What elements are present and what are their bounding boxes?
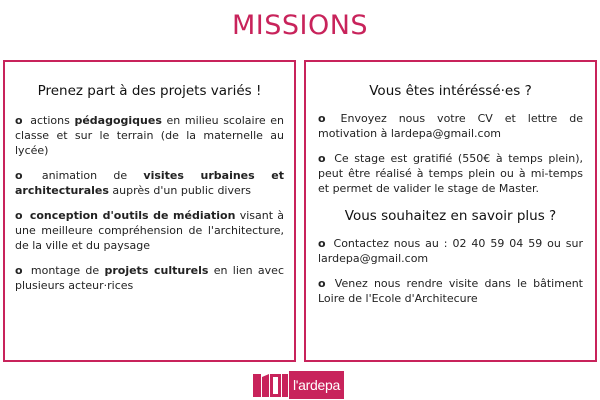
contact-item <box>318 276 583 306</box>
bullet: o <box>15 114 23 127</box>
contact-item <box>318 111 583 141</box>
bullet: o <box>318 277 326 290</box>
item-text: Venez nous rendre visite dans le bâtiment Loire de l'Ecole d'Architecure <box>318 277 583 305</box>
item-emphasis: projets culturels <box>104 264 209 277</box>
item-emphasis: visites urbaines et architecturales <box>15 169 284 197</box>
bullet: o <box>15 169 23 182</box>
item-emphasis: conception d'outils de médiation <box>29 209 236 222</box>
bullet: o <box>15 264 23 277</box>
item-text: Envoyez nous votre CV et lettre de motivation à lardepa@gmail.com <box>318 112 584 140</box>
item-text: Ce stage est gratifié (550€ à temps plein), peut être réalisé à temps plein ou à mi-temps et permet de valider le stage de Master. <box>318 152 583 195</box>
interest-heading: Vous êtes intéréssé·es ? <box>369 83 532 99</box>
item-text: visant à une meilleure compréhension de l'architecture, de la ville et du paysage <box>15 209 285 252</box>
mission-item <box>15 208 284 253</box>
contact-item <box>318 236 583 266</box>
book-icon <box>251 371 289 399</box>
missions-panel <box>3 60 296 362</box>
missions-heading: Prenez part à des projets variés ! <box>37 83 262 99</box>
bullet: o <box>318 237 326 250</box>
logo-text: l'ardepa <box>289 371 344 399</box>
item-text: animation de <box>41 169 144 182</box>
mission-item <box>15 263 284 293</box>
item-text: actions <box>30 114 75 127</box>
more-info-heading: Vous souhaitez en savoir plus ? <box>344 208 557 224</box>
item-text: auprès d'un public divers <box>108 184 252 197</box>
item-emphasis: pédagogiques <box>74 114 162 127</box>
bullet: o <box>15 209 23 222</box>
page-title: MISSIONS <box>231 10 369 41</box>
contact-item <box>318 151 583 196</box>
bullet: o <box>318 152 326 165</box>
item-text: en milieu scolaire en classe et sur le terrain (de la maternelle au lycée) <box>15 114 285 157</box>
item-text: montage de <box>30 264 105 277</box>
item-text: en lien avec plusieurs acteur·rices <box>15 264 284 292</box>
item-text: Contactez nous au : 02 40 59 04 59 ou sur lardepa@gmail.com <box>318 237 584 265</box>
contact-panel <box>304 60 597 362</box>
ardepa-logo <box>251 371 344 399</box>
mission-item <box>15 168 284 198</box>
mission-item <box>15 113 284 158</box>
bullet: o <box>318 112 326 125</box>
